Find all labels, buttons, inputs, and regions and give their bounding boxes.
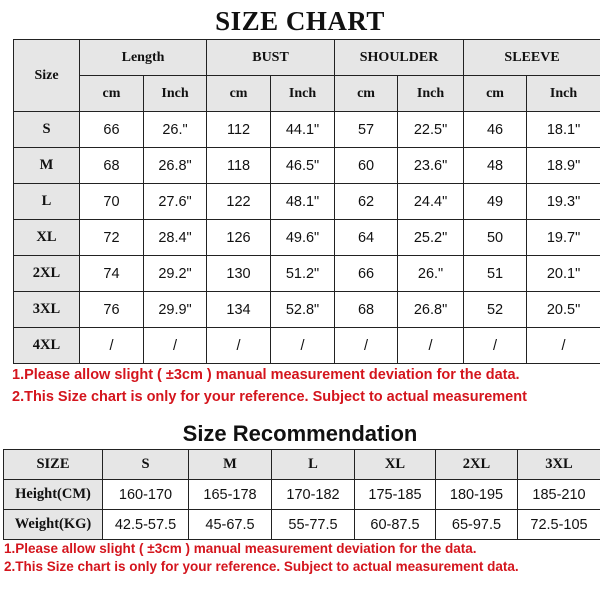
height-range-cell: 180-195 <box>436 480 518 510</box>
measurement-cell: / <box>80 328 144 364</box>
height-range-cell: 170-182 <box>272 480 355 510</box>
group-header-shoulder: SHOULDER <box>335 40 464 76</box>
measurement-cell: 118 <box>207 148 271 184</box>
measurement-cell: 70 <box>80 184 144 220</box>
measurement-cell: 72 <box>80 220 144 256</box>
measurement-cell: 57 <box>335 112 398 148</box>
unit-header: Inch <box>527 76 600 112</box>
measurement-cell: / <box>271 328 335 364</box>
measurement-cell: 50 <box>464 220 527 256</box>
weight-range-cell: 42.5-57.5 <box>103 510 189 540</box>
measurement-cell: 74 <box>80 256 144 292</box>
measurement-deviation-note: 1.Please allow slight ( ±3cm ) manual measurement deviation for the data. <box>12 367 520 383</box>
height-range-cell: 160-170 <box>103 480 189 510</box>
size-chart-title: SIZE CHART <box>215 6 385 36</box>
table-row <box>4 510 600 540</box>
measurement-cell: 134 <box>207 292 271 328</box>
size-column-header: SIZE <box>4 450 103 480</box>
measurement-cell: 26." <box>144 112 207 148</box>
unit-header: Inch <box>271 76 335 112</box>
measurement-cell: 29.9" <box>144 292 207 328</box>
reference-disclaimer-note: 2.This Size chart is only for your reference. Subject to actual measurement <box>12 389 527 405</box>
table-row <box>14 184 600 220</box>
measurement-cell: 49.6" <box>271 220 335 256</box>
size-label: M <box>14 148 80 184</box>
measurement-cell: / <box>464 328 527 364</box>
height-range-cell: 185-210 <box>518 480 600 510</box>
unit-header: cm <box>464 76 527 112</box>
measurement-cell: 49 <box>464 184 527 220</box>
measurement-cell: 22.5" <box>398 112 464 148</box>
measurement-cell: 52 <box>464 292 527 328</box>
table-row <box>14 148 600 184</box>
table-row <box>14 256 600 292</box>
size-recommendation-table <box>3 449 600 540</box>
measurement-cell: 19.7" <box>527 220 600 256</box>
measurement-cell: 48 <box>464 148 527 184</box>
measurement-cell: / <box>527 328 600 364</box>
measurement-cell: 68 <box>335 292 398 328</box>
measurement-cell: 112 <box>207 112 271 148</box>
height-range-cell: 175-185 <box>355 480 436 510</box>
measurement-cell: 130 <box>207 256 271 292</box>
measurement-cell: 60 <box>335 148 398 184</box>
unit-header: Inch <box>144 76 207 112</box>
measurement-cell: 126 <box>207 220 271 256</box>
size-chart-group-header-row <box>14 40 600 76</box>
height-range-cell: 165-178 <box>189 480 272 510</box>
size-label: XL <box>14 220 80 256</box>
measurement-cell: 26.8" <box>144 148 207 184</box>
measurement-cell: 62 <box>335 184 398 220</box>
size-header-cell: S <box>103 450 189 480</box>
table-row <box>14 328 600 364</box>
size-column-header: Size <box>14 40 80 112</box>
measurement-cell: 51.2" <box>271 256 335 292</box>
measurement-cell: 26." <box>398 256 464 292</box>
size-label: 4XL <box>14 328 80 364</box>
weight-range-cell: 60-87.5 <box>355 510 436 540</box>
measurement-cell: 20.5" <box>527 292 600 328</box>
group-header-sleeve: SLEEVE <box>464 40 600 76</box>
measurement-cell: 26.8" <box>398 292 464 328</box>
measurement-cell: 29.2" <box>144 256 207 292</box>
measurement-cell: 23.6" <box>398 148 464 184</box>
measurement-cell: 46 <box>464 112 527 148</box>
measurement-cell: 46.5" <box>271 148 335 184</box>
unit-header: cm <box>80 76 144 112</box>
measurement-cell: / <box>398 328 464 364</box>
table-row <box>14 220 600 256</box>
table-row <box>14 292 600 328</box>
measurement-cell: 76 <box>80 292 144 328</box>
weight-range-cell: 45-67.5 <box>189 510 272 540</box>
weight-row-label: Weight(KG) <box>4 510 103 540</box>
unit-header: cm <box>335 76 398 112</box>
size-header-cell: 3XL <box>518 450 600 480</box>
measurement-cell: 20.1" <box>527 256 600 292</box>
recommendation-header-row <box>4 450 600 480</box>
table-row <box>14 112 600 148</box>
measurement-cell: 66 <box>80 112 144 148</box>
measurement-cell: / <box>207 328 271 364</box>
weight-range-cell: 65-97.5 <box>436 510 518 540</box>
size-chart-table <box>13 39 600 364</box>
height-row-label: Height(CM) <box>4 480 103 510</box>
measurement-cell: 18.9" <box>527 148 600 184</box>
measurement-cell: 28.4" <box>144 220 207 256</box>
measurement-cell: 18.1" <box>527 112 600 148</box>
measurement-cell: 25.2" <box>398 220 464 256</box>
size-label: L <box>14 184 80 220</box>
measurement-cell: 24.4" <box>398 184 464 220</box>
reference-disclaimer-note: 2.This Size chart is only for your reference. Subject to actual measurement data. <box>4 559 519 574</box>
measurement-cell: 122 <box>207 184 271 220</box>
size-header-cell: M <box>189 450 272 480</box>
unit-header: Inch <box>398 76 464 112</box>
measurement-cell: 51 <box>464 256 527 292</box>
measurement-cell: 66 <box>335 256 398 292</box>
size-label: 3XL <box>14 292 80 328</box>
measurement-cell: / <box>144 328 207 364</box>
size-header-cell: L <box>272 450 355 480</box>
size-chart-unit-row <box>14 76 600 112</box>
measurement-cell: 48.1" <box>271 184 335 220</box>
measurement-cell: 52.8" <box>271 292 335 328</box>
measurement-deviation-note: 1.Please allow slight ( ±3cm ) manual measurement deviation for the data. <box>4 541 477 556</box>
table-row <box>4 480 600 510</box>
unit-header: cm <box>207 76 271 112</box>
measurement-cell: 44.1" <box>271 112 335 148</box>
group-header-bust: BUST <box>207 40 335 76</box>
size-header-cell: 2XL <box>436 450 518 480</box>
measurement-cell: 27.6" <box>144 184 207 220</box>
weight-range-cell: 55-77.5 <box>272 510 355 540</box>
size-recommendation-title: Size Recommendation <box>182 421 418 446</box>
group-header-length: Length <box>80 40 207 76</box>
size-label: 2XL <box>14 256 80 292</box>
measurement-cell: 64 <box>335 220 398 256</box>
measurement-cell: / <box>335 328 398 364</box>
size-header-cell: XL <box>355 450 436 480</box>
measurement-cell: 19.3" <box>527 184 600 220</box>
measurement-cell: 68 <box>80 148 144 184</box>
size-label: S <box>14 112 80 148</box>
weight-range-cell: 72.5-105 <box>518 510 600 540</box>
